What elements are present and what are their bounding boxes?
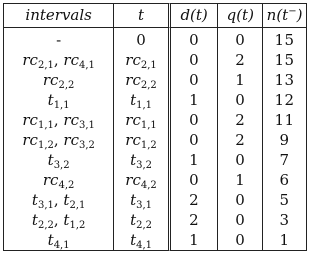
cell-q: 0 — [218, 230, 263, 251]
cell-t: $t_{3,2}$ — [114, 150, 171, 170]
header-d: d(t) — [171, 3, 219, 28]
cell-q: 2 — [218, 110, 263, 130]
cell-n: 15 — [263, 28, 307, 50]
cell-d: 1 — [171, 90, 219, 110]
table-row — [3, 210, 307, 230]
cell-d: 2 — [171, 210, 219, 230]
header-t: t — [114, 3, 171, 28]
cell-n: 5 — [263, 190, 307, 210]
table-row — [3, 130, 307, 150]
cell-n: 9 — [263, 130, 307, 150]
cell-t: $rc_{2,1}$ — [114, 50, 171, 70]
cell-n: 7 — [263, 150, 307, 170]
table-row — [3, 70, 307, 90]
cell-q: 0 — [218, 28, 263, 50]
cell-t: $rc_{1,2}$ — [114, 130, 171, 150]
cell-intervals: $rc_{2,1}$, $rc_{4,1}$ — [3, 50, 114, 70]
table-row — [3, 230, 307, 251]
cell-intervals: $t_{3,2}$ — [3, 150, 114, 170]
cell-d: 2 — [171, 190, 219, 210]
cell-q: 1 — [218, 170, 263, 190]
cell-d: 0 — [171, 110, 219, 130]
cell-intervals: $t_{1,1}$ — [3, 90, 114, 110]
cell-d: 0 — [171, 70, 219, 90]
table-row — [3, 28, 307, 50]
cell-intervals: $rc_{1,2}$, $rc_{3,2}$ — [3, 130, 114, 150]
cell-intervals: $rc_{2,2}$ — [3, 70, 114, 90]
intervals-table-container — [3, 3, 307, 251]
cell-n: 1 — [263, 230, 307, 251]
cell-q: 2 — [218, 130, 263, 150]
cell-t: $t_{4,1}$ — [114, 230, 171, 251]
cell-t: $t_{3,1}$ — [114, 190, 171, 210]
cell-n: 13 — [263, 70, 307, 90]
cell-intervals: $rc_{4,2}$ — [3, 170, 114, 190]
cell-n: 12 — [263, 90, 307, 110]
header-intervals: intervals — [3, 3, 114, 28]
cell-q: 0 — [218, 150, 263, 170]
table-row — [3, 110, 307, 130]
table-row — [3, 150, 307, 170]
cell-q: 1 — [218, 70, 263, 90]
intervals-table — [3, 3, 307, 251]
cell-d: 0 — [171, 50, 219, 70]
cell-intervals: $rc_{1,1}$, $rc_{3,1}$ — [3, 110, 114, 130]
cell-t: $rc_{2,2}$ — [114, 70, 171, 90]
table-row — [3, 90, 307, 110]
cell-t: $t_{1,1}$ — [114, 90, 171, 110]
cell-q: 2 — [218, 50, 263, 70]
cell-d: 1 — [171, 150, 219, 170]
cell-n: 11 — [263, 110, 307, 130]
table-row — [3, 170, 307, 190]
table-row — [3, 190, 307, 210]
cell-intervals: $t_{3,1}$, $t_{2,1}$ — [3, 190, 114, 210]
cell-q: 0 — [218, 190, 263, 210]
cell-n: 3 — [263, 210, 307, 230]
cell-n: 6 — [263, 170, 307, 190]
table-body — [3, 28, 307, 251]
header-q: q(t) — [218, 3, 263, 28]
cell-t: $t_{2,2}$ — [114, 210, 171, 230]
cell-t: $rc_{1,1}$ — [114, 110, 171, 130]
header-n: n(t−) — [263, 3, 307, 28]
cell-intervals: $t_{2,2}$, $t_{1,2}$ — [3, 210, 114, 230]
cell-d: 0 — [171, 28, 219, 50]
cell-d: 0 — [171, 170, 219, 190]
cell-n: 15 — [263, 50, 307, 70]
cell-t: $rc_{4,2}$ — [114, 170, 171, 190]
cell-d: 1 — [171, 230, 219, 251]
table-row — [3, 50, 307, 70]
cell-intervals: - — [3, 28, 114, 50]
cell-q: 0 — [218, 210, 263, 230]
cell-intervals: $t_{4,1}$ — [3, 230, 114, 251]
table-header-row — [3, 3, 307, 28]
cell-t: 0 — [114, 28, 171, 50]
cell-d: 0 — [171, 130, 219, 150]
cell-q: 0 — [218, 90, 263, 110]
